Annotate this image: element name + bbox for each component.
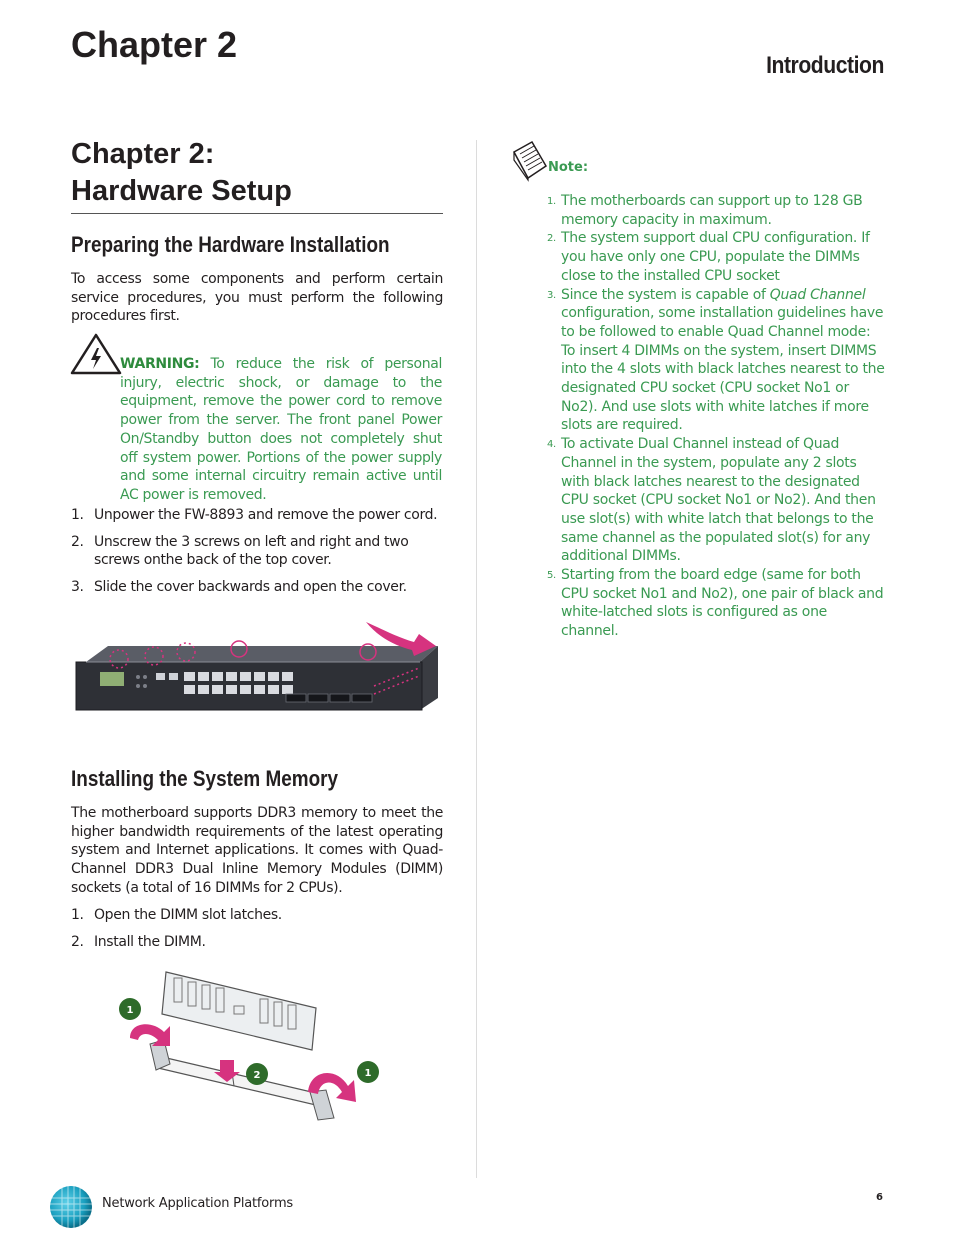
chapter-title-line1: Chapter 2: bbox=[71, 138, 215, 170]
note-text: Starting from the board edge (same for both CPU socket No1 and No2), one pair of black and white-latched slots is configured as one channel. bbox=[561, 567, 884, 640]
dimm-label-left-latch: 1 bbox=[126, 1005, 134, 1016]
memory-section bbox=[71, 766, 382, 792]
footer-text: Network Application Platforms bbox=[102, 1196, 293, 1211]
chapter-title bbox=[71, 136, 443, 214]
memory-heading: Installing the System Memory bbox=[71, 766, 339, 791]
list-item bbox=[71, 906, 443, 925]
note-number: 5. bbox=[547, 570, 556, 582]
prep-section bbox=[71, 232, 441, 258]
step-number: 1. bbox=[71, 507, 84, 523]
step-number: 2. bbox=[71, 533, 84, 550]
column-divider bbox=[476, 140, 477, 1178]
chapter-title-line2: Hardware Setup bbox=[71, 175, 292, 207]
list-item bbox=[71, 933, 443, 952]
note-text: To activate Dual Channel instead of Quad Channel in the system, populate any 2 slots with black latches nearest to the designated CPU socket (CPU socket No1 or No2). And then use slot(s) with white latch that belongs to the same channel as the populated slot(s) for any additional DIMMs. bbox=[561, 436, 876, 565]
note-text: The motherboards can support up to 128 GB memory capacity in maximum. bbox=[561, 193, 863, 228]
prep-steps bbox=[71, 506, 443, 597]
notes-list bbox=[547, 192, 885, 641]
memory-steps bbox=[71, 906, 443, 951]
dimm-installation-illustration bbox=[112, 966, 392, 1132]
note-text-italic: Quad Channel bbox=[769, 286, 866, 303]
note-number: 3. bbox=[547, 289, 556, 301]
note-number: 1. bbox=[547, 196, 556, 207]
note-number: 2. bbox=[547, 233, 556, 245]
list-item bbox=[547, 229, 885, 285]
step-number: 2. bbox=[71, 933, 84, 950]
step-number: 3. bbox=[71, 579, 84, 596]
warning-body: To reduce the risk of personal injury, electric shock, or damage to the equipment, remove the power cord to remove power from the server. The front panel Power On/Standby button does not completely shut off system power. Portions of the power supply and some internal circuitry remain active until AC power is removed. bbox=[120, 356, 442, 503]
list-item bbox=[71, 578, 443, 597]
dimm-label-insert: 2 bbox=[253, 1070, 261, 1081]
chapter-header: Chapter 2 bbox=[71, 24, 238, 65]
dimm-label-right-latch: 1 bbox=[364, 1068, 372, 1079]
warning-icon bbox=[70, 333, 122, 375]
list-item bbox=[547, 286, 885, 436]
warning-label: WARNING: bbox=[120, 356, 200, 372]
note-icon bbox=[510, 140, 550, 182]
step-text: Unpower the FW-8893 and remove the power cord. bbox=[94, 507, 438, 523]
list-item bbox=[547, 192, 885, 229]
step-text: Install the DIMM. bbox=[94, 933, 206, 950]
list-item bbox=[547, 566, 885, 641]
note-text-after: configuration, some installation guidelines have to be followed to enable Quad Channel mode: To insert 4 DIMMs on the system, insert DIMMS into the 4 slots with black latches nearest to the designated CPU socket (CPU socket No1 or No2). And use slots with white latches if more slots are required. bbox=[561, 305, 885, 434]
prep-heading: Preparing the Hardware Installation bbox=[71, 232, 390, 257]
note-text-before: Since the system is capable of bbox=[561, 286, 770, 303]
note-number: 4. bbox=[547, 439, 556, 451]
step-number: 1. bbox=[71, 907, 84, 923]
memory-intro: The motherboard supports DDR3 memory to meet the higher bandwidth requirements of the latest operating system and Internet applications. It comes with Quad-Channel DDR3 Dual Inline Memory Modules (DIMM) sockets (a total of 16 DIMMs for 2 CPUs). bbox=[71, 805, 443, 896]
section-header: Introduction bbox=[766, 52, 884, 79]
list-item bbox=[71, 533, 443, 570]
step-text: Unscrew the 3 screws on left and right and two screws onthe back of the top cover. bbox=[94, 533, 409, 569]
company-logo bbox=[48, 1184, 96, 1230]
list-item bbox=[547, 435, 885, 566]
prep-intro: To access some components and perform certain service procedures, you must perform the following procedures first. bbox=[71, 271, 443, 325]
server-chassis-illustration bbox=[74, 616, 444, 716]
note-text: The system support dual CPU configuration. If you have only one CPU, populate the DIMMs close to the installed CPU socket bbox=[561, 230, 870, 284]
step-text: Slide the cover backwards and open the cover. bbox=[94, 579, 407, 596]
note-label: Note: bbox=[548, 160, 589, 175]
warning-text bbox=[120, 355, 442, 505]
page-number: 6 bbox=[876, 1192, 883, 1203]
step-text: Open the DIMM slot latches. bbox=[94, 907, 282, 923]
list-item bbox=[71, 506, 443, 525]
